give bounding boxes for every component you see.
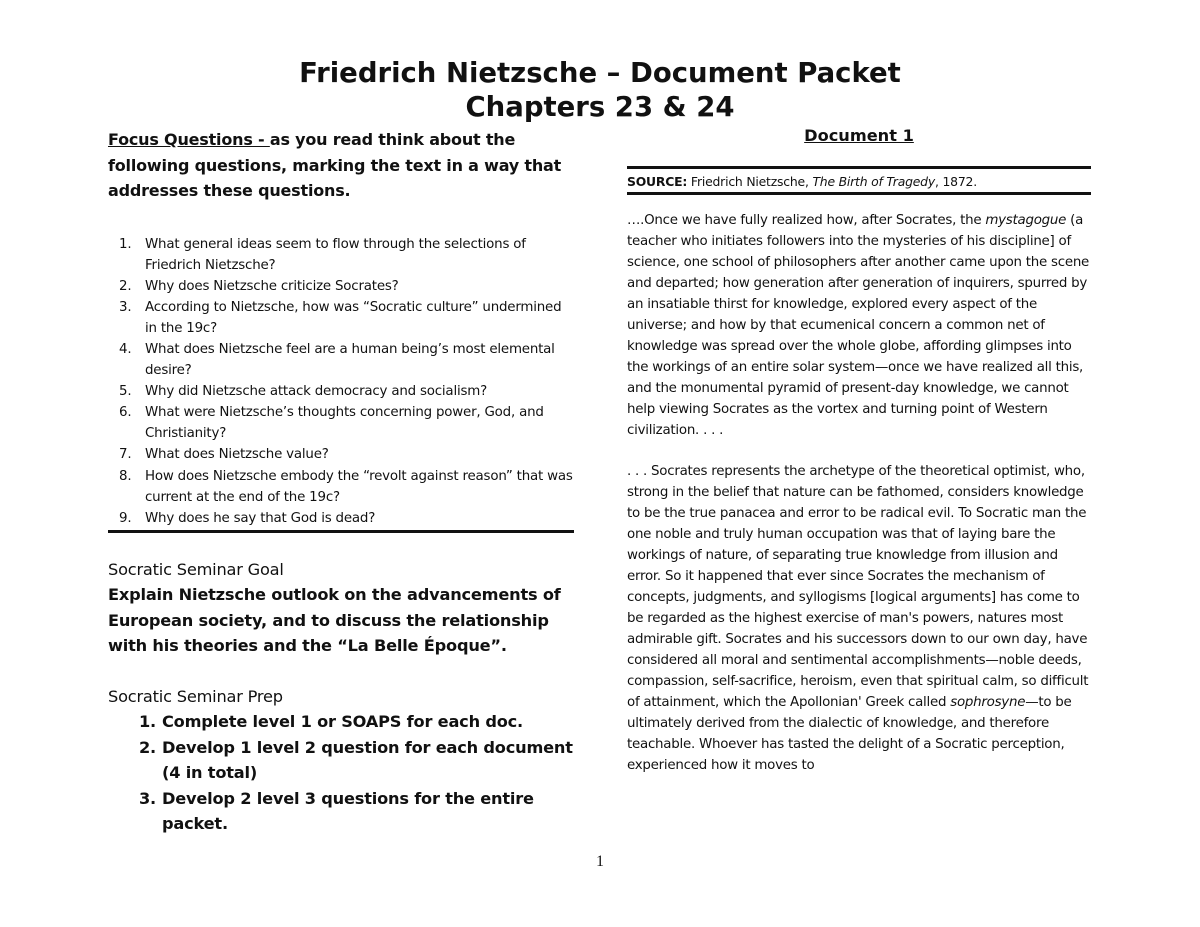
list-item [108,339,574,381]
prep-text: Develop 2 level 3 questions for the entire packet. [162,788,534,834]
source-bottom-rule [627,192,1091,195]
seminar-goal [108,557,574,659]
question-number: 4. [119,341,132,357]
question-text: Why does he say that God is dead? [145,510,376,526]
question-text: How does Nietzsche embody the “revolt against reason” that was current at the end of the 19c? [145,468,573,505]
list-item [108,234,574,276]
left-column [108,127,574,837]
section-divider [108,530,574,533]
focus-question-list [108,234,574,529]
paragraph-text: (a teacher who initiates followers into the mysteries of his discipline] of science, one school of philosophers after another came upon the scene and departed; how generation after generation of inquirers, spurred by an insatiable thirst for knowledge, explored every aspect of the universe; and how by that ecumenical concern a common net of knowledge was spread over the whole globe, affording glimpses into the workings of an entire solar system—once we have realized all this, and the monumental pyramid of present-day knowledge, we cannot help viewing Socrates as the vortex and turning point of Western civilization. . . . [627,213,1090,438]
source-label: SOURCE: [627,174,688,189]
list-item [108,466,574,508]
list-item [108,297,574,339]
focus-intro-text: as you read think about the following questions, marking the text in a way that addresses these questions. [108,130,562,200]
list-item [108,786,574,837]
question-text: Why did Nietzsche attack democracy and socialism? [145,384,488,400]
paragraph-text: . . . Socrates represents the archetype of the theoretical optimist, who, strong in the belief that nature can be fathomed, considers knowledge to be the true panacea and error to be radical evil. To Socratic man the one noble and truly human occupation was that of laying bare the workings of nature, of separating true knowledge from illusion and error. So it happened that ever since Socrates the mechanism of concepts, judgments, and syllogisms [logical arguments] has come to be regarded as the highest exercise of man's powers, natures most admirable gift. Socrates and his successors down to our own day, have considered all moral and sentimental accomplishments—noble deeds, compassion, self-sacrifice, heroism, even that spiritual calm, so difficult of attainment, which the Apollonian' Greek called [627,464,1089,710]
question-number: 1. [119,236,132,252]
paragraph-text: —to be ultimately derived from the dialectic of knowledge, and therefore teachable. Whoever has tasted the delight of a Socratic perception, experienced how it moves to [627,694,1072,773]
question-number: 9. [119,510,132,526]
paragraph-term: mystagogue [985,213,1067,228]
paragraph-term: sophrosyne [950,694,1026,710]
source-work: The Birth of Tragedy [812,174,935,189]
list-item [108,444,574,465]
page-number: 1 [596,853,604,870]
right-column [627,125,1091,777]
question-number: 3. [119,299,132,315]
seminar-prep-list [108,709,574,837]
paragraph-text: ….Once we have fully realized how, after Socrates, the [627,213,986,228]
document-title: Document 1 [804,126,914,145]
source-line [627,169,1091,192]
seminar-prep [108,684,574,837]
question-number: 5. [119,384,132,400]
question-number: 6. [119,405,132,421]
question-text: According to Nietzsche, how was “Socratic culture” undermined in the 19c? [145,299,562,336]
seminar-goal-text: Explain Nietzsche outlook on the advancements of European society, and to discuss the relationship with his theories and the “La Belle Époque”. [108,585,561,656]
question-number: 2. [119,278,132,294]
seminar-goal-heading: Socratic Seminar Goal [108,559,284,579]
question-text: Why does Nietzsche criticize Socrates? [145,278,399,294]
question-text: What general ideas seem to flow through the selections of Friedrich Nietzsche? [145,236,526,273]
question-number: 8. [119,468,132,484]
focus-questions-label: Focus Questions - [108,130,270,149]
question-text: What does Nietzsche value? [145,447,329,463]
source-year: , 1872. [934,174,977,189]
question-number: 7. [119,447,132,463]
document-paragraph-2 [627,462,1091,776]
prep-number: 3. [138,788,156,808]
prep-text: Complete level 1 or SOAPS for each doc. [162,712,523,732]
question-text: What were Nietzsche’s thoughts concerning power, God, and Christianity? [145,405,544,442]
title-line-2: Chapters 23 & 24 [465,91,735,123]
title-line-1: Friedrich Nietzsche – Document Packet [299,57,901,89]
focus-intro [108,127,574,204]
question-text: What does Nietzsche feel are a human being’s most elemental desire? [145,341,555,379]
document-paragraph-1 [627,211,1091,441]
list-item [108,402,574,444]
list-item [108,381,574,402]
page-title [0,56,1200,124]
prep-number: 1. [138,712,156,732]
list-item [108,735,574,786]
prep-number: 2. [138,737,156,757]
list-item [108,508,574,529]
seminar-prep-heading: Socratic Seminar Prep [108,686,283,706]
source-author: Friedrich Nietzsche, [687,174,813,189]
prep-text: Develop 1 level 2 question for each document (4 in total) [162,737,573,783]
list-item [108,709,574,735]
list-item [108,276,574,297]
